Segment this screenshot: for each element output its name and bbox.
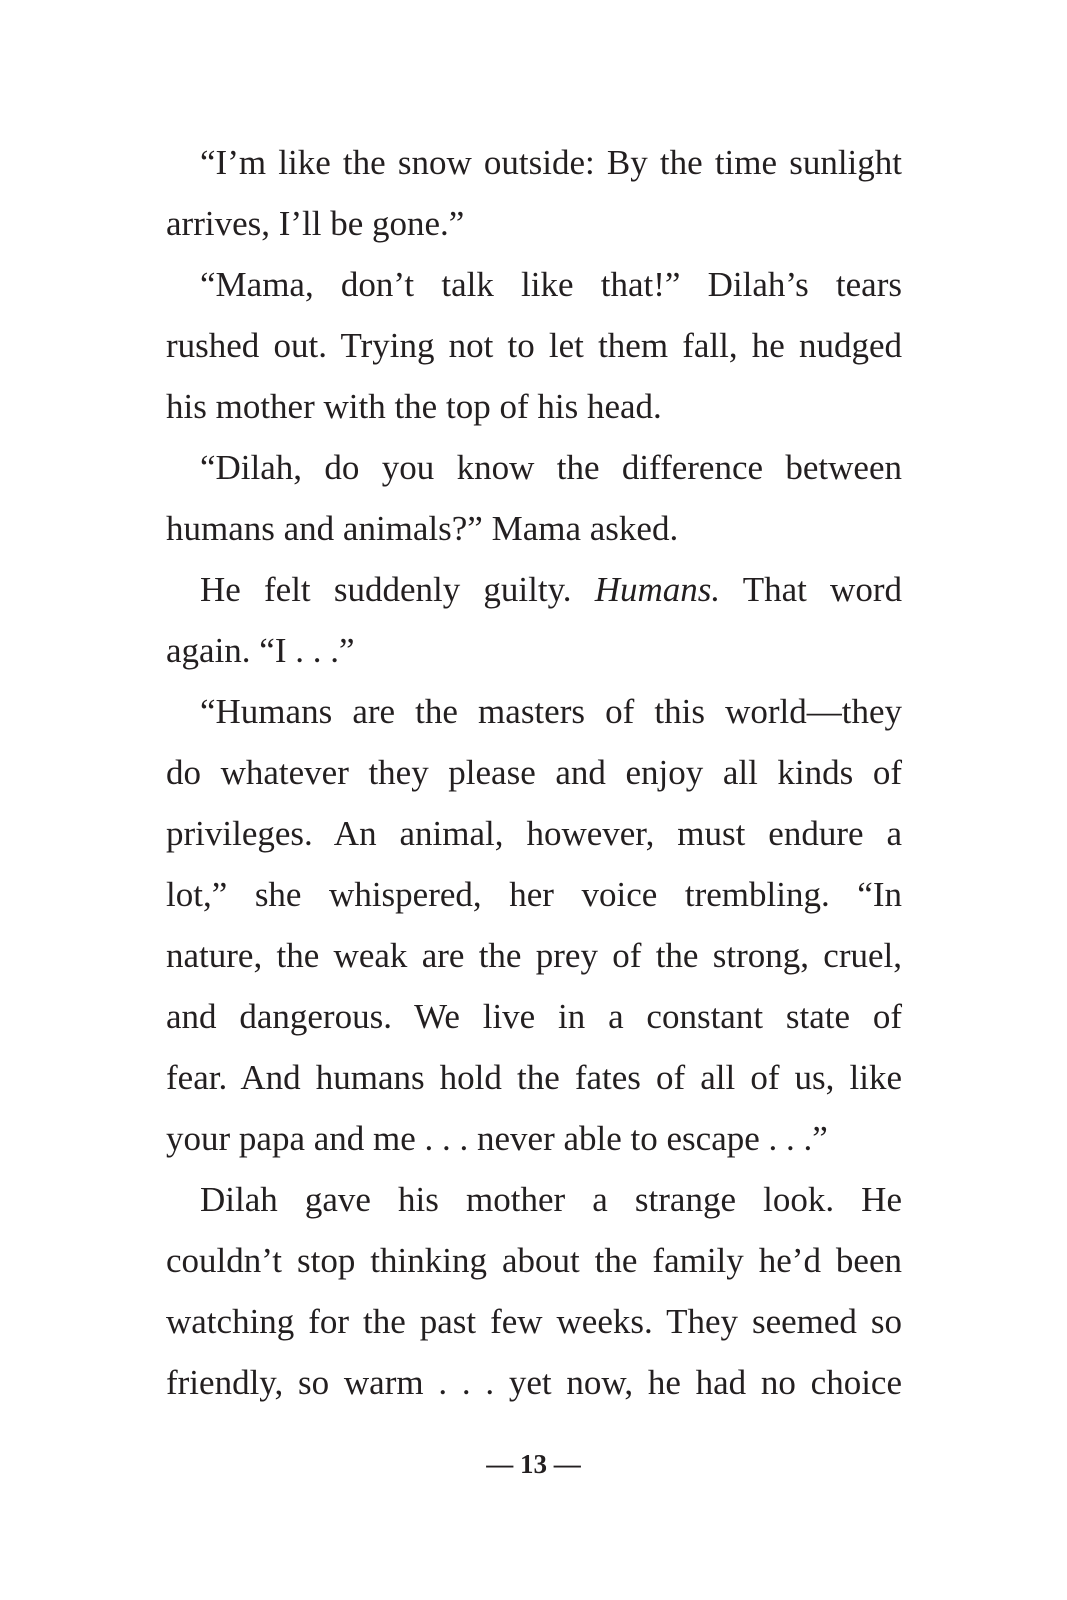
- text-line: and dangerous. We live in a constant state of: [166, 997, 902, 1036]
- text-line: watching for the past few weeks. They seemed so: [166, 1302, 902, 1341]
- text-line: his mother with the top of his head.: [166, 387, 662, 426]
- text-line: “Humans are the masters of this world—they: [200, 692, 902, 731]
- text-line: [166, 559, 902, 620]
- text-line: your papa and me . . . never able to escape . . .”: [166, 1119, 828, 1158]
- text-segment: He felt suddenly guilty.: [200, 570, 572, 609]
- text-line: again. “I . . .”: [166, 631, 355, 670]
- text-line: humans and animals?” Mama asked.: [166, 509, 679, 548]
- text-line: arrives, I’ll be gone.”: [166, 204, 465, 243]
- text-line: couldn’t stop thinking about the family he’d been: [166, 1241, 902, 1280]
- text-line: do whatever they please and enjoy all kinds of: [166, 753, 902, 792]
- text-line: Dilah gave his mother a strange look. He: [200, 1180, 902, 1219]
- text-line: nature, the weak are the prey of the strong, cruel,: [166, 936, 902, 975]
- text-segment: That word: [742, 570, 902, 609]
- italic-word: Humans.: [594, 570, 721, 609]
- text-line: fear. And humans hold the fates of all of us, like: [166, 1058, 902, 1097]
- text-line: “Mama, don’t talk like that!” Dilah’s tears: [200, 265, 902, 304]
- text-line: “Dilah, do you know the difference between: [200, 448, 902, 487]
- text-line: friendly, so warm . . . yet now, he had no choice: [166, 1363, 902, 1402]
- text-line: “I’m like the snow outside: By the time sunlight: [200, 143, 902, 182]
- text-line: privileges. An animal, however, must endure a: [166, 814, 902, 853]
- text-line: lot,” she whispered, her voice trembling. “In: [166, 875, 902, 914]
- page-number: — 13 —: [486, 1449, 581, 1479]
- text-line: rushed out. Trying not to let them fall, he nudged: [166, 326, 902, 365]
